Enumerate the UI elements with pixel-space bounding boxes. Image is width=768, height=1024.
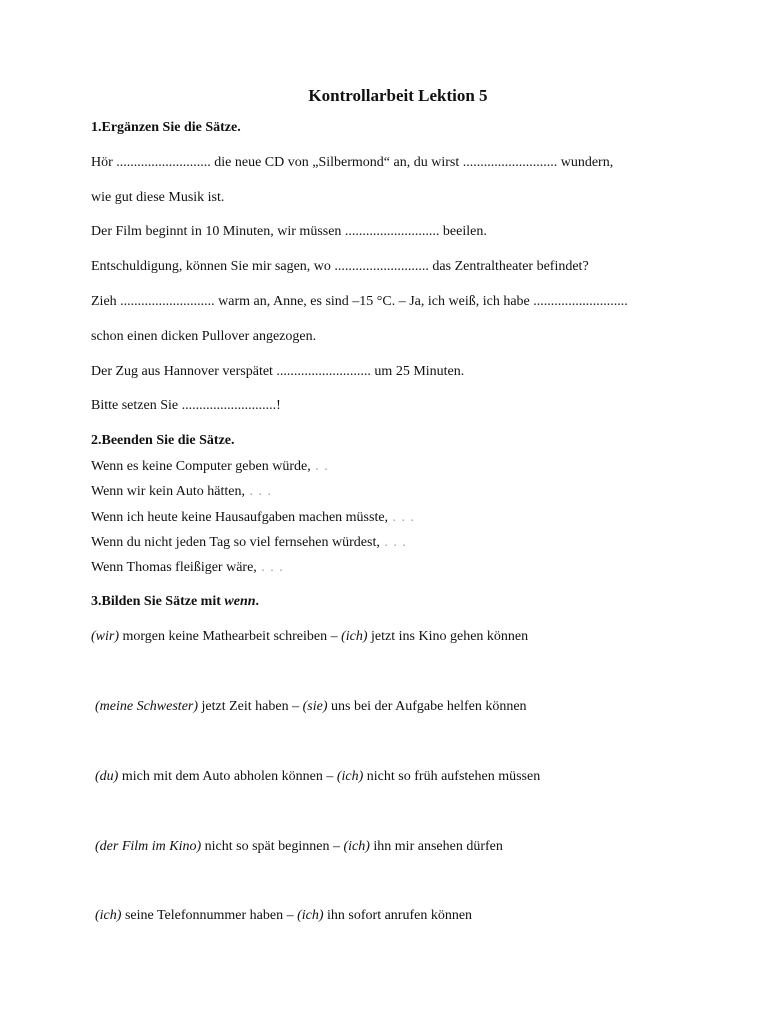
heading-emphasis: wenn	[224, 594, 256, 609]
continuation-dots: . . .	[388, 510, 416, 525]
sentence-start: Wenn Thomas fleißiger wäre,	[91, 560, 257, 575]
exercise-1-line: Der Zug aus Hannover verspätet ........................... um 25 Minuten.	[91, 364, 465, 379]
heading-suffix: .	[255, 594, 260, 609]
subject-hint: (ich)	[297, 908, 324, 923]
exercise-1-line: Bitte setzen Sie ...........................!	[91, 398, 281, 413]
clause-text: uns bei der Aufgabe helfen können	[327, 699, 527, 714]
exercise-3-item	[91, 629, 528, 645]
sentence-start: Wenn ich heute keine Hausaufgaben machen müsste,	[91, 510, 389, 525]
exercise-3-item	[95, 699, 527, 715]
clause-text: nicht so früh aufstehen müssen	[363, 769, 541, 784]
exercise-1-line: Entschuldigung, können Sie mir sagen, wo ........................... das Zentraltheater befindet?	[91, 259, 589, 274]
exercise-1-line: Hör ........................... die neue CD von „Silbermond“ an, du wirst ........................... wundern,	[91, 155, 614, 170]
section-1-heading: 1.Ergänzen Sie die Sätze.	[91, 120, 241, 135]
page-title: Kontrollarbeit Lektion 5	[308, 86, 488, 105]
clause-text: nicht so spät beginnen –	[201, 839, 344, 854]
exercise-2-line	[91, 459, 329, 475]
continuation-dots: . . .	[379, 535, 407, 550]
subject-hint: (der Film im Kino)	[95, 839, 202, 854]
clause-text: jetzt ins Kino gehen können	[367, 629, 529, 644]
sentence-start: Wenn du nicht jeden Tag so viel fernsehen würdest,	[91, 535, 380, 550]
clause-text: ihn sofort anrufen können	[323, 908, 473, 923]
heading-text: 3.Bilden Sie Sätze mit	[91, 594, 225, 609]
exercise-3-item	[95, 769, 540, 785]
exercise-2-line	[91, 535, 407, 551]
exercise-3-item	[95, 908, 472, 924]
exercise-1-line: wie gut diese Musik ist.	[91, 190, 225, 205]
clause-text: ihn mir ansehen dürfen	[369, 839, 503, 854]
subject-hint: (meine Schwester)	[95, 699, 199, 714]
sentence-start: Wenn wir kein Auto hätten,	[91, 484, 246, 499]
exercise-2-line	[91, 560, 284, 576]
subject-hint: (ich)	[336, 769, 364, 784]
exercise-1-line: Zieh ........................... warm an, Anne, es sind –15 °C. – Ja, ich weiß, ich habe ...........................	[91, 294, 628, 309]
sentence-start: Wenn es keine Computer geben würde,	[91, 459, 311, 474]
section-3-heading	[91, 594, 259, 610]
clause-text: seine Telefonnummer haben –	[121, 908, 298, 923]
subject-hint: (ich)	[341, 629, 368, 644]
exercise-2-line	[91, 510, 415, 526]
clause-text: mich mit dem Auto abholen können –	[118, 769, 337, 784]
continuation-dots: . . .	[256, 560, 284, 575]
subject-hint: (ich)	[343, 839, 370, 854]
clause-text: jetzt Zeit haben –	[198, 699, 303, 714]
continuation-dots: . .	[310, 459, 329, 474]
exercise-1-line: Der Film beginnt in 10 Minuten, wir müssen ........................... beeilen.	[91, 224, 487, 239]
continuation-dots: . . .	[245, 484, 273, 499]
subject-hint: (du)	[95, 769, 119, 784]
section-2-heading: 2.Beenden Sie die Sätze.	[91, 433, 235, 448]
subject-hint: (ich)	[95, 908, 122, 923]
exercise-3-item	[95, 839, 503, 855]
subject-hint: (sie)	[302, 699, 328, 714]
exercise-2-line	[91, 484, 272, 500]
subject-hint: (wir)	[91, 629, 119, 644]
clause-text: morgen keine Mathearbeit schreiben –	[119, 629, 342, 644]
exercise-1-line: schon einen dicken Pullover angezogen.	[91, 329, 317, 344]
